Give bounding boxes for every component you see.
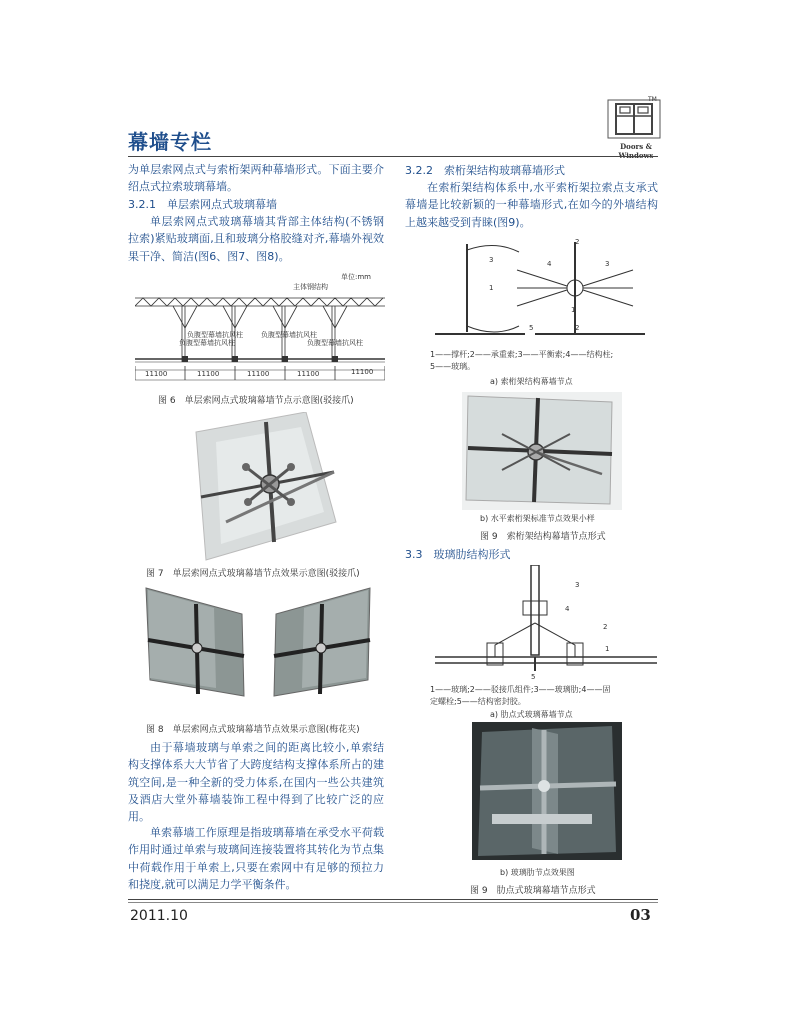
dim-label: 11100: [247, 370, 270, 378]
paragraph-application: 由于幕墙玻璃与单索之间的距离比较小,单索结构支撑体系大大节省了大跨度结构支撑体系所占的建筑空间,是一种全新的受力体系,在国内一些公共建筑及酒店大堂外幕墙装饰工程中得到了比较广泛的应用。: [128, 741, 384, 824]
figure-9-caption-bottom: 图 9 肋点式玻璃幕墙节点形式: [470, 886, 596, 896]
logo-tm: TM: [648, 96, 657, 103]
callout-number: 1: [571, 306, 576, 314]
glass-fin-render: [472, 722, 622, 860]
column-title: 幕墙专栏: [128, 130, 212, 154]
callout-number: 3: [605, 260, 610, 268]
section-3-2-1-title: 3.2.1 单层索网点式玻璃幕墙: [128, 198, 277, 211]
figure-9d: [472, 722, 622, 860]
figure-7: [186, 412, 346, 562]
cable-truss-node-diagram: [435, 236, 655, 348]
figure-9-caption-top: 图 9 索桁架结构幕墙节点形式: [480, 532, 606, 542]
dim-label: 11100: [351, 368, 374, 376]
footer-rule-thin: [128, 902, 658, 903]
callout-number: 4: [565, 605, 570, 613]
column-label-a2: 负腹型幕墙抗风柱: [261, 331, 317, 339]
glass-fin-node-diagram: [435, 565, 657, 683]
figure-9c: [435, 565, 657, 683]
section-3-2-1-body: 单层索网点式玻璃幕墙其背部主体结构(不锈钢拉索)紧贴玻璃面,且和玻璃分格胶缝对齐,幕墙外视效果干净、简洁(图6、图7、图8)。: [128, 215, 384, 263]
footer-rule: [128, 899, 658, 900]
column-label-a1: 负腹型幕墙抗风柱: [187, 331, 243, 339]
callout-number: 4: [547, 260, 552, 268]
callout-number: 3: [489, 256, 494, 264]
figure-7-caption: 图 7 单层索网点式玻璃幕墙节点效果示意图(驳接爪): [146, 569, 360, 579]
figure-9a-subcaption: a) 索桁架结构幕墙节点: [490, 377, 573, 386]
callout-number: 2: [575, 324, 580, 332]
paragraph-principle: 单索幕墙工作原理是指玻璃幕墙在承受水平荷载作用时通过单索与玻璃间连接装置将其转化为节点集中荷载作用于单索上,只要在索网中有足够的预拉力和挠度,就可以满足力学平衡条件。: [128, 826, 384, 891]
plum-clamp-glass-photos: [144, 584, 374, 714]
figure-8: [144, 584, 374, 714]
callout-number: 1: [489, 284, 494, 292]
page-number: 03: [630, 906, 651, 924]
callout-number: 2: [575, 238, 580, 246]
column-label-b1: 负腹型幕墙抗风柱: [179, 339, 235, 347]
column-label-b2: 负腹型幕墙抗风柱: [307, 339, 363, 347]
intro-paragraph: 为单层索网点式与索桁架两种幕墙形式。下面主要介绍点式拉索玻璃幕墙。: [128, 163, 384, 194]
unit-label: 单位:mm: [341, 273, 371, 281]
section-3-3-title: 3.3 玻璃肋结构形式: [405, 548, 511, 561]
issue-date: 2011.10: [130, 908, 188, 924]
figure-6: [135, 268, 385, 383]
section-3-2-2-title: 3.2.2 索桁架结构玻璃幕墙形式: [405, 164, 565, 177]
cable-truss-sample-photo: [462, 392, 622, 510]
dim-label: 11100: [145, 370, 168, 378]
figure-9d-subcaption: b) 玻璃肋节点效果图: [500, 868, 575, 877]
figure-9a-legend: 1——撑杆;2——承重索;3——平衡索;4——结构柱; 5——玻璃。: [430, 350, 614, 371]
logo-text: Doors & Windows: [618, 142, 654, 160]
section-3-2-2-body: 在索桁架结构体系中,水平索桁架拉索点支承式幕墙是比较新颖的一种幕墙形式,在如今的外墙结构上越来越受到青睐(图9)。: [405, 181, 658, 229]
truss-section-diagram: [135, 268, 385, 383]
main-structure-label: 主体钢结构: [293, 283, 328, 291]
callout-number: 2: [603, 623, 608, 631]
callout-number: 5: [531, 673, 536, 681]
figure-9b-subcaption: b) 水平索桁架标准节点效果小样: [480, 514, 595, 523]
figure-9b: [462, 392, 622, 510]
figure-9c-legend: 1——玻璃;2——驳接爪组件;3——玻璃肋;4——固 定螺栓;5——结构密封胶。: [430, 685, 611, 706]
spider-fitting-glass-photo: [186, 412, 346, 562]
dim-label: 11100: [297, 370, 320, 378]
callout-number: 1: [605, 645, 610, 653]
figure-6-caption: 图 6 单层索网点式玻璃幕墙节点示意图(驳接爪): [158, 396, 354, 406]
header-rule: [128, 156, 658, 157]
callout-number: 5: [529, 324, 534, 332]
figure-8-caption: 图 8 单层索网点式玻璃幕墙节点效果示意图(梅花夹): [146, 725, 360, 735]
callout-number: 3: [575, 581, 580, 589]
dim-label: 11100: [197, 370, 220, 378]
figure-9c-subcaption: a) 肋点式玻璃幕墙节点: [490, 710, 573, 719]
figure-9a: [435, 236, 655, 348]
